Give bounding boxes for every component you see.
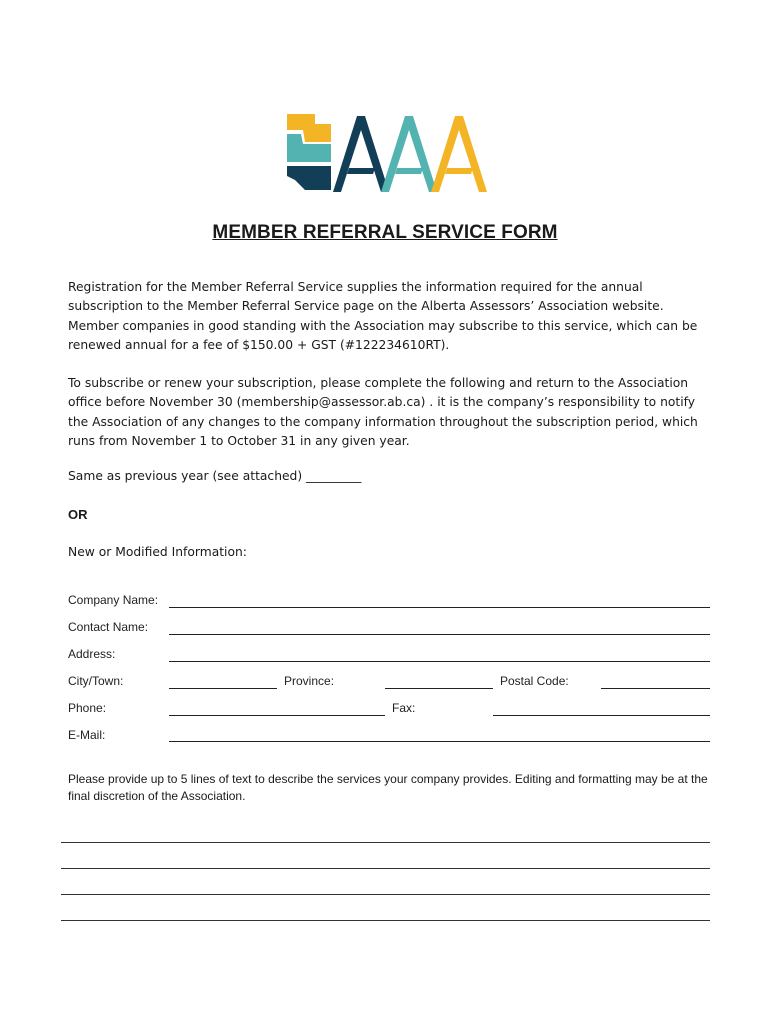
email-label: E-Mail: (68, 728, 106, 742)
fax-field[interactable] (493, 715, 710, 716)
new-info-label: New or Modified Information: (68, 545, 247, 559)
postal-code-field[interactable] (601, 688, 710, 689)
province-label: Province: (284, 674, 335, 688)
company-name-field[interactable] (169, 607, 710, 608)
logo-letter-a-teal (381, 116, 437, 192)
address-label: Address: (68, 647, 116, 661)
association-logo (285, 110, 490, 194)
province-field[interactable] (385, 688, 493, 689)
contact-name-field[interactable] (169, 634, 710, 635)
description-line-4[interactable] (61, 920, 710, 921)
city-town-field[interactable] (169, 688, 277, 689)
same-as-previous-option[interactable]: Same as previous year (see attached) _________ (68, 469, 362, 483)
instructions-paragraph: To subscribe or renew your subscription, please complete the following and return to the Association office before November 30 (membership@assessor.ab.ca) . it is the company’s responsibility to notify the Association of any changes to the company information throughout the subscription period, which runs from November 1 to October 31 in any given year. (68, 376, 698, 448)
description-line-2[interactable] (61, 868, 710, 869)
contact-name-label: Contact Name: (68, 620, 149, 634)
logo-letter-a-gold (431, 116, 487, 192)
form-title: MEMBER REFERRAL SERVICE FORM (212, 222, 558, 243)
address-field[interactable] (169, 661, 710, 662)
fax-label: Fax: (392, 701, 416, 715)
company-name-label: Company Name: (68, 593, 159, 607)
phone-field[interactable] (169, 715, 385, 716)
postal-code-label: Postal Code: (500, 674, 569, 688)
logo-letter-a-navy (333, 116, 389, 192)
intro-paragraph: Registration for the Member Referral Service supplies the information required for the annual subscription to the Member Referral Service page on the Alberta Assessors’ Association website. Member companies in good standing with the Association may subscribe to this service, which can be renewed annual for a fee of $150.00 + GST (#122234610RT). (68, 280, 698, 352)
description-line-1[interactable] (61, 842, 710, 843)
phone-label: Phone: (68, 701, 107, 715)
logo-emblem-navy (287, 166, 331, 190)
description-line-3[interactable] (61, 894, 710, 895)
city-town-label: City/Town: (68, 674, 124, 688)
description-instructions: Please provide up to 5 lines of text to describe the services your company provides. Editing and formatting may be at the final discretion of the Association. (68, 772, 708, 803)
email-field[interactable] (169, 741, 710, 742)
or-separator: OR (68, 507, 88, 522)
